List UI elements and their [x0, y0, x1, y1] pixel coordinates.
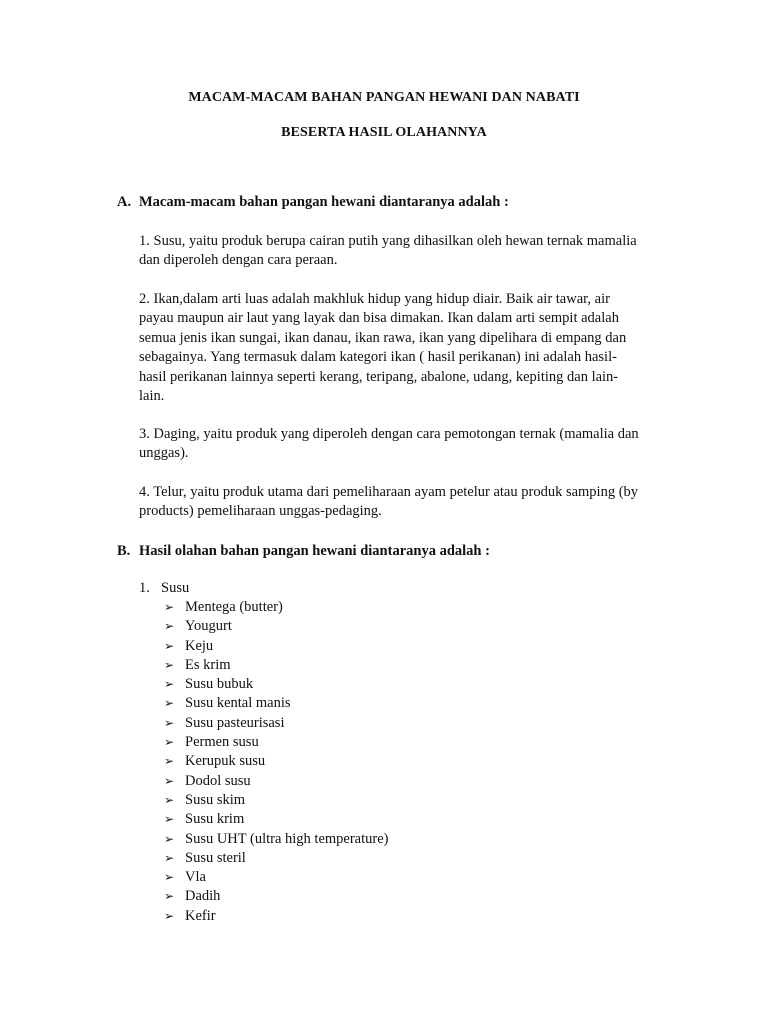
arrow-bullet-icon: ➢ — [164, 696, 175, 711]
paragraph-line: 4. Telur, yaitu produk utama dari pemeliharaan ayam petelur atau produk samping (by — [139, 484, 639, 500]
list-item — [164, 810, 389, 829]
arrow-bullet-icon: ➢ — [164, 600, 175, 614]
list-item — [164, 830, 389, 849]
arrow-bullet-icon: ➢ — [164, 735, 175, 750]
section-b-letter: B. — [117, 543, 131, 559]
list-item-label: Susu steril — [185, 849, 246, 866]
list-item — [164, 637, 389, 656]
section-b-heading — [117, 542, 490, 561]
list-item-label: Susu skim — [185, 791, 246, 808]
sub-heading-number: 1. — [139, 580, 150, 596]
list-item — [164, 694, 389, 713]
paragraph-daging — [139, 425, 684, 464]
arrow-bullet-icon: ➢ — [164, 638, 175, 653]
paragraph-line: payau maupun air laut yang layak dan bisa dimakan. Ikan dalam arti sempit adalah — [139, 310, 619, 327]
document-title — [0, 88, 768, 107]
list-item — [164, 598, 389, 617]
arrow-bullet-icon: ➢ — [164, 889, 175, 904]
arrow-bullet-icon: ➢ — [164, 870, 175, 885]
list-item — [164, 868, 389, 887]
list-item — [164, 791, 389, 810]
section-a-letter: A. — [117, 194, 132, 210]
section-a-heading-text: Macam-macam bahan pangan hewani diantaranya adalah : — [139, 194, 509, 210]
paragraph-line: 2. Ikan,dalam arti luas adalah makhluk hidup yang hidup diair. Baik air tawar, air — [139, 291, 610, 307]
list-item-label: Kefir — [185, 907, 216, 924]
arrow-bullet-icon: ➢ — [164, 831, 175, 846]
list-item-label: Susu bubuk — [185, 676, 254, 693]
list-item — [164, 617, 389, 636]
arrow-bullet-icon: ➢ — [164, 812, 175, 827]
list-item-label: Es krim — [185, 656, 231, 673]
list-item-label: Permen susu — [185, 734, 259, 751]
arrow-bullet-icon: ➢ — [164, 850, 175, 865]
paragraph-telur — [139, 483, 684, 522]
list-item-label: Keju — [185, 637, 214, 654]
arrow-bullet-icon: ➢ — [164, 908, 175, 923]
paragraph-line: unggas). — [139, 445, 189, 462]
paragraph-line: semua jenis ikan sungai, ikan danau, ikan rawa, ikan yang dipelihara di empang dan — [139, 329, 627, 346]
list-item-label: Dodol susu — [185, 772, 251, 789]
arrow-bullet-icon: ➢ — [164, 773, 175, 788]
list-item — [164, 656, 389, 675]
list-item — [164, 752, 389, 771]
paragraph-susu — [139, 232, 684, 271]
list-item-label: Susu pasteurisasi — [185, 714, 285, 731]
arrow-bullet-icon: ➢ — [164, 677, 175, 692]
paragraph-line: lain. — [139, 388, 165, 405]
section-a-heading — [117, 193, 509, 212]
list-item-label: Vla — [185, 869, 206, 886]
list-item — [164, 714, 389, 733]
list-item — [164, 849, 389, 868]
paragraph-line: 1. Susu, yaitu produk berupa cairan putih yang dihasilkan oleh hewan ternak mamalia — [139, 233, 637, 249]
list-item-label: Kerupuk susu — [185, 753, 266, 770]
section-b-heading-text: Hasil olahan bahan pangan hewani diantaranya adalah : — [139, 543, 490, 559]
title-line-2: BESERTA HASIL OLAHANNYA — [281, 125, 487, 140]
list-item-label: Susu krim — [185, 811, 245, 828]
paragraph-line: dan diperoleh dengan cara peraan. — [139, 252, 338, 269]
list-item-label: Mentega (butter) — [185, 599, 283, 615]
list-item — [164, 675, 389, 694]
arrow-bullet-icon: ➢ — [164, 619, 175, 634]
list-item — [164, 887, 389, 906]
list-item — [164, 907, 389, 926]
processed-products-list — [164, 598, 389, 926]
arrow-bullet-icon: ➢ — [164, 657, 175, 672]
sub-heading-label: Susu — [161, 580, 190, 596]
list-item-label: Dadih — [185, 888, 221, 905]
paragraph-line: sebagainya. Yang termasuk dalam kategori ikan ( hasil perikanan) ini adalah hasil- — [139, 349, 617, 366]
paragraph-line: products) pemeliharaan unggas-pedaging. — [139, 503, 382, 520]
list-item — [164, 733, 389, 752]
sub-heading-susu — [139, 579, 189, 598]
paragraph-line: hasil perikanan lainnya seperti kerang, teripang, abalone, udang, kepiting dan lain- — [139, 368, 619, 385]
arrow-bullet-icon: ➢ — [164, 715, 175, 730]
arrow-bullet-icon: ➢ — [164, 792, 175, 807]
paragraph-ikan — [139, 290, 684, 406]
list-item-label: Susu UHT (ultra high temperature) — [185, 830, 389, 847]
title-line-1: MACAM-MACAM BAHAN PANGAN HEWANI DAN NABATI — [188, 90, 580, 105]
list-item — [164, 772, 389, 791]
document-subtitle — [0, 123, 768, 142]
paragraph-line: 3. Daging, yaitu produk yang diperoleh dengan cara pemotongan ternak (mamalia dan — [139, 426, 639, 442]
list-item-label: Yougurt — [185, 618, 232, 635]
list-item-label: Susu kental manis — [185, 695, 291, 712]
arrow-bullet-icon: ➢ — [164, 754, 175, 769]
